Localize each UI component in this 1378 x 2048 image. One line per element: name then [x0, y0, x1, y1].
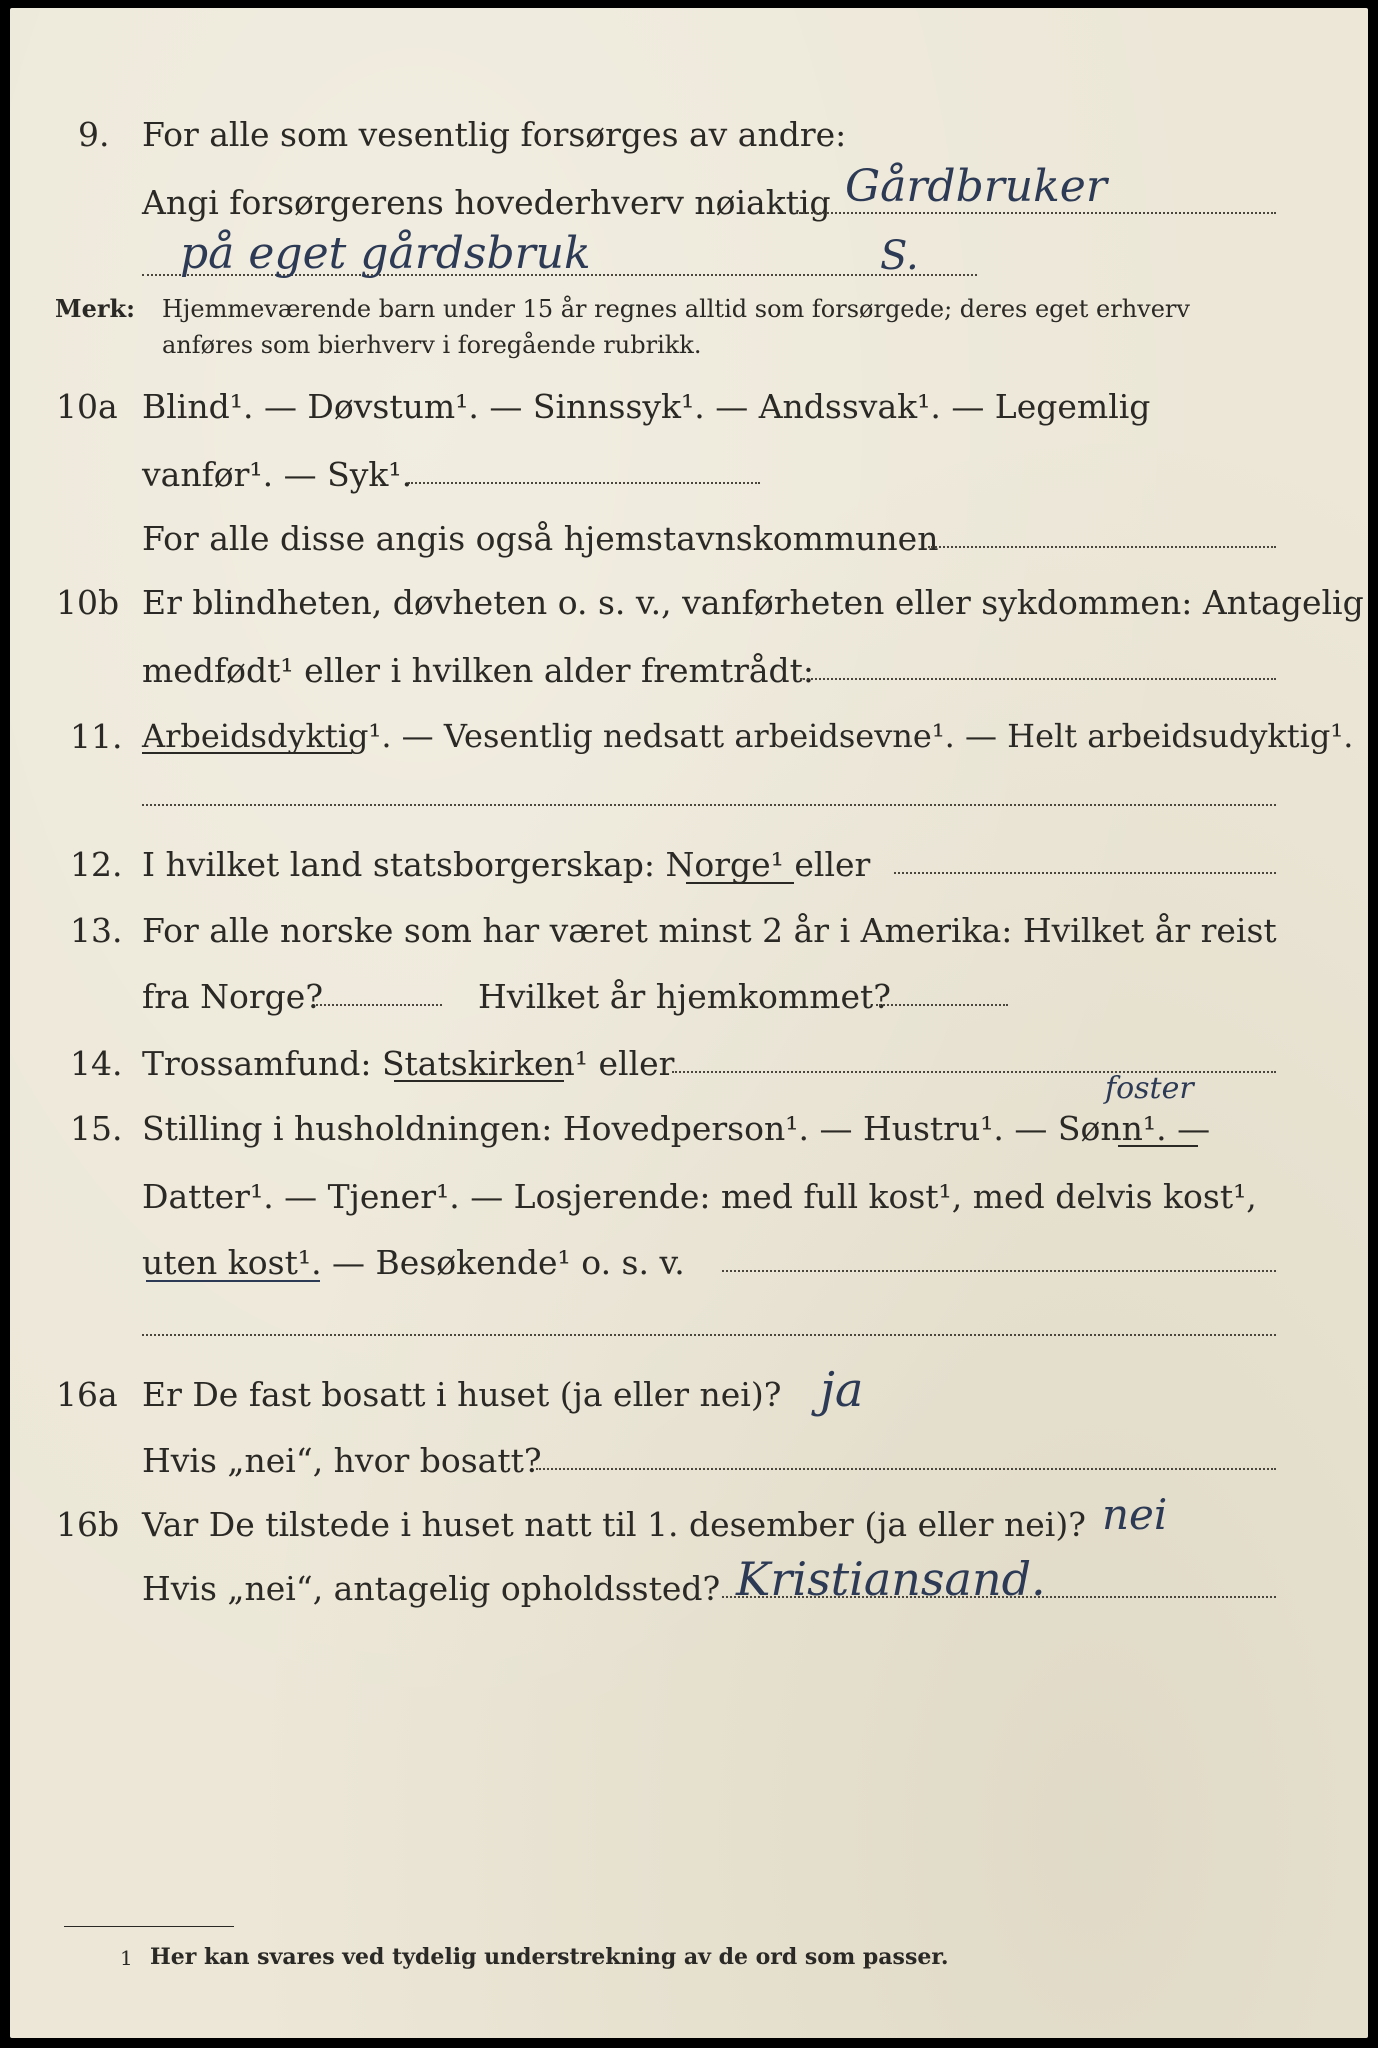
q15-underline-uten-kost [146, 1280, 320, 1282]
q10b-line2: medfødt¹ eller i hvilken alder fremtrådt: [142, 651, 815, 690]
q15-handwritten-insert: foster [1105, 1071, 1194, 1106]
q12-answer-line [894, 872, 1276, 874]
footnote-rule [64, 1926, 234, 1927]
q10a-line1: Blind¹. — Døvstum¹. — Sinnssyk¹. — Andssvak¹. — Legemlig [142, 387, 1151, 426]
q9-line2: Angi forsørgerens hovederhverv nøiaktig [142, 183, 831, 222]
q13-line1: For alle norske som har været minst 2 år i Amerika: Hvilket år reist [142, 911, 1277, 950]
q12-number: 12. [70, 845, 123, 884]
q10a-line3: For alle disse angis også hjemstavnskommunen [142, 519, 939, 558]
q16b-number: 16b [56, 1505, 120, 1544]
q16a-answer-line [536, 1468, 1276, 1470]
q14-number: 14. [70, 1044, 123, 1083]
q10a-answer-line1 [408, 482, 760, 484]
q9-handwritten-mark: S. [880, 233, 919, 279]
q15-number: 15. [70, 1109, 123, 1148]
q13-line2b: Hvilket år hjemkommet? [478, 977, 891, 1016]
q16b-line1: Var De tilstede i huset natt til 1. desember (ja eller nei)? [142, 1505, 1086, 1544]
q16a-number: 16a [56, 1375, 118, 1414]
q16b-answer-line [722, 1596, 1276, 1598]
q9-line1: For alle som vesentlig forsørges av andre: [142, 115, 847, 154]
q13-answer-line1 [316, 1004, 442, 1006]
q14-line1: Trossamfund: Statskirken¹ eller [142, 1044, 675, 1083]
merk-label: Merk: [55, 294, 135, 323]
q16b-line2: Hvis „nei“, antagelig opholdssted? [142, 1569, 721, 1608]
q13-number: 13. [70, 911, 123, 950]
q15-line2: Datter¹. — Tjener¹. — Losjerende: med full kost¹, med delvis kost¹, [142, 1177, 1257, 1216]
q11-number: 11. [70, 717, 123, 756]
q10b-line1: Er blindheten, døvheten o. s. v., vanførheten eller sykdommen: Antagelig [142, 583, 1364, 622]
q16b-handwritten-answer2: Kristiansand. [736, 1552, 1046, 1606]
q15-answer-line2 [142, 1334, 1276, 1336]
footnote-text: Her kan svares ved tydelig understrekning av de ord som passer. [150, 1944, 949, 1970]
q13-line2a: fra Norge? [142, 977, 324, 1016]
q11-answer-line [142, 804, 1276, 806]
q9-handwritten-answer1: Gårdbruker [845, 161, 1107, 212]
q15-line3: uten kost¹. — Besøkende¹ o. s. v. [142, 1243, 685, 1282]
q11-underline-arbeidsdyktig [142, 752, 352, 754]
q10a-answer-line2 [928, 546, 1276, 548]
q15-answer-line1 [722, 1270, 1276, 1272]
q9-number: 9. [78, 115, 110, 154]
q16a-line1: Er De fast bosatt i huset (ja eller nei)? [142, 1375, 782, 1414]
q15-line1: Stilling i husholdningen: Hovedperson¹. — Hustru¹. — Sønn¹. — [142, 1109, 1211, 1148]
footnote-mark: 1 [120, 1946, 133, 1970]
q10a-number: 10a [56, 387, 118, 426]
q14-underline-statskirken [394, 1080, 564, 1082]
q9-handwritten-answer2: på eget gårdsbruk [180, 228, 591, 279]
q16a-handwritten-answer: ja [820, 1362, 864, 1418]
q16a-line2: Hvis „nei“, hvor bosatt? [142, 1441, 542, 1480]
merk-line2: anføres som bierhverv i foregående rubrikk. [162, 331, 702, 359]
q9-answer-line1 [796, 212, 1276, 214]
q13-answer-line2 [876, 1004, 1008, 1006]
q16b-handwritten-answer1: nei [1102, 1490, 1168, 1539]
q15-underline-sonn [1118, 1145, 1198, 1147]
q10b-number: 10b [56, 583, 120, 622]
q11-line1: Arbeidsdyktig¹. — Vesentlig nedsatt arbeidsevne¹. — Helt arbeidsudyktig¹. [142, 717, 1354, 755]
merk-line1: Hjemmeværende barn under 15 år regnes alltid som forsørgede; deres eget erhverv [162, 295, 1190, 323]
q12-line1: I hvilket land statsborgerskap: Norge¹ eller [142, 845, 871, 884]
q10a-line2: vanfør¹. — Syk¹. [142, 455, 413, 494]
q10b-answer-line [800, 678, 1276, 680]
q12-underline-norge [686, 882, 794, 884]
